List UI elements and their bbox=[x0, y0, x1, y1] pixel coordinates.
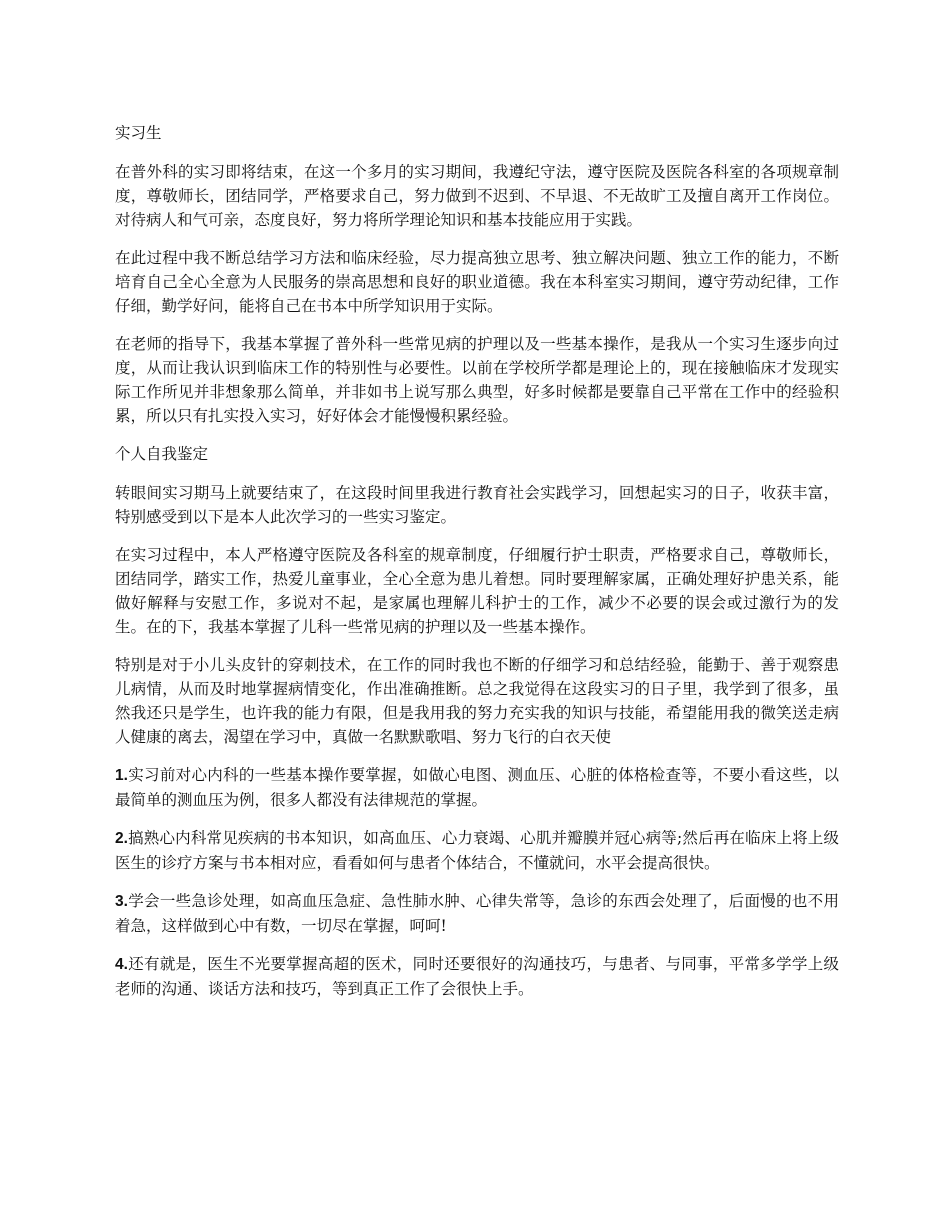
paragraph: 转眼间实习期马上就要结束了，在这段时间里我进行教育社会实践学习，回想起实习的日子，收获丰富，特别感受到以下是本人此次学习的一些实习鉴定。 bbox=[115, 484, 839, 526]
item-text: 学会一些急诊处理，如高血压急症、急性肺水肿、心律失常等，急诊的东西会处理了，后面慢的也不用着急，这样做到心中有数，一切尽在掌握，呵呵! bbox=[115, 892, 839, 935]
section-heading-intern: 实习生 bbox=[115, 124, 162, 142]
numbered-item bbox=[115, 952, 839, 1001]
paragraph: 在普外科的实习即将结束，在这一个多月的实习期间，我遵纪守法，遵守医院及医院各科室的各项规章制度，尊敬师长，团结同学，严格要求自己，努力做到不迟到、不早退、不无故旷工及擅自离开工作岗位。对待病人和气可亲，态度良好，努力将所学理论知识和基本技能应用于实践。 bbox=[115, 163, 839, 229]
numbered-item bbox=[115, 826, 839, 875]
numbered-item bbox=[115, 763, 839, 812]
document-body bbox=[115, 121, 839, 1015]
item-text: 搞熟心内科常见疾病的书本知识，如高血压、心力衰竭、心肌并瓣膜并冠心病等;然后再在临床上将上级医生的诊疗方案与书本相对应，看看如何与患者个体结合，不懂就问，水平会提高很快。 bbox=[115, 829, 839, 872]
item-number: 3. bbox=[115, 893, 128, 910]
paragraph: 特别是对于小儿头皮针的穿刺技术，在工作的同时我也不断的仔细学习和总结经验，能勤于、善于观察患儿病情，从而及时地掌握病情变化，作出准确推断。总之我觉得在这段实习的日子里，我学到了很多，虽然我还只是学生，也许我的能力有限，但是我用我的努力充实我的知识与技能，希望能用我的微笑送走病人健康的离去，渴望在学习中，真做一名默默歌唱、努力飞行的白衣天使 bbox=[115, 656, 839, 746]
paragraph: 在此过程中我不断总结学习方法和临床经验，尽力提高独立思考、独立解决问题、独立工作的能力，不断培育自己全心全意为人民服务的崇高思想和良好的职业道德。我在本科室实习期间，遵守劳动纪律，工作仔细，勤学好问，能将自己在书本中所学知识用于实际。 bbox=[115, 249, 839, 315]
item-text: 实习前对心内科的一些基本操作要掌握，如做心电图、测血压、心脏的体格检查等，不要小看这些，以最简单的测血压为例，很多人都没有法律规范的掌握。 bbox=[115, 766, 839, 809]
item-number: 2. bbox=[115, 830, 128, 847]
paragraph: 在实习过程中，本人严格遵守医院及各科室的规章制度，仔细履行护士职责，严格要求自己，尊敬师长，团结同学，踏实工作，热爱儿童事业，全心全意为患儿着想。同时要理解家属，正确处理好护患关系，能做好解释与安慰工作，多说对不起，是家属也理解儿科护士的工作，减少不必要的误会或过激行为的发生。在的下，我基本掌握了儿科一些常见病的护理以及一些基本操作。 bbox=[115, 546, 839, 636]
item-number: 4. bbox=[115, 956, 128, 973]
section-heading-self-assessment: 个人自我鉴定 bbox=[115, 445, 209, 463]
paragraph: 在老师的指导下，我基本掌握了普外科一些常见病的护理以及一些基本操作，是我从一个实习生逐步向过度，从而让我认识到临床工作的特别性与必要性。以前在学校所学都是理论上的，现在接触临床才发现实际工作所见并非想象那么简单，并非如书上说写那么典型，好多时候都是要靠自己平常在工作中的经验积累，所以只有扎实投入实习，好好体会才能慢慢积累经验。 bbox=[115, 335, 839, 425]
item-text: 还有就是，医生不光要掌握高超的医术，同时还要很好的沟通技巧，与患者、与同事，平常多学学上级老师的沟通、谈话方法和技巧，等到真正工作了会很快上手。 bbox=[115, 955, 839, 998]
item-number: 1. bbox=[115, 767, 128, 784]
numbered-item bbox=[115, 889, 839, 938]
